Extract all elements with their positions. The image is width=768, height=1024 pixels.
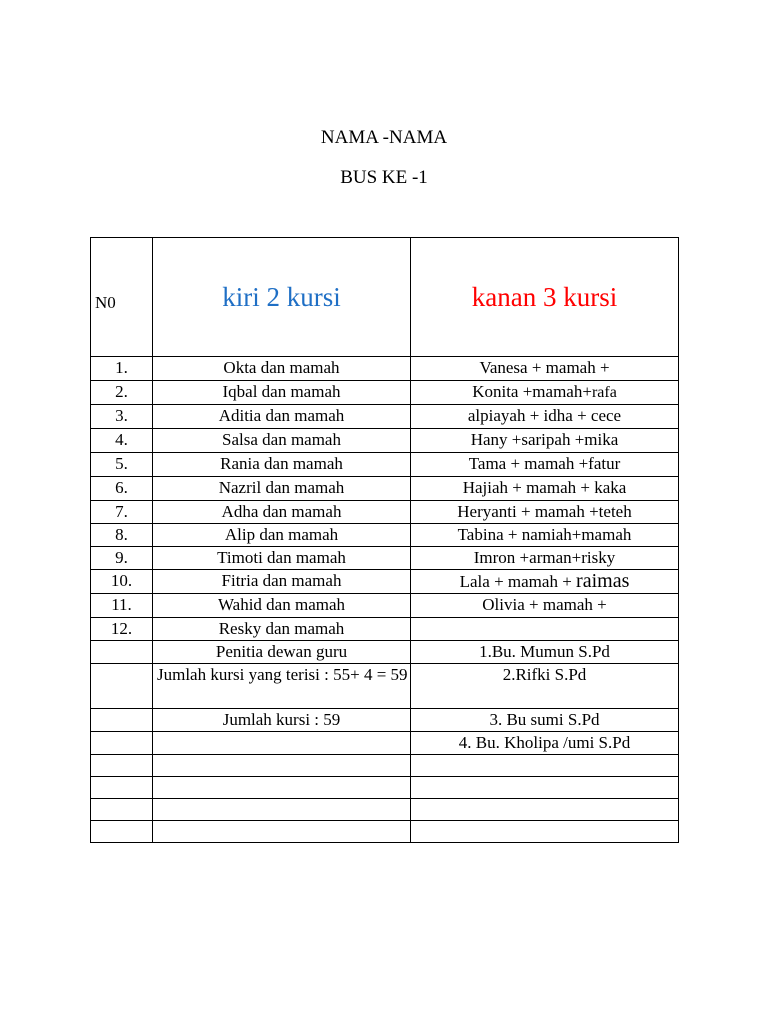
right-seat-cell bbox=[411, 570, 679, 594]
row-number: 3. bbox=[91, 405, 153, 429]
row-number: 7. bbox=[91, 501, 153, 524]
right-seat-cell: 3. Bu sumi S.Pd bbox=[411, 709, 679, 732]
table-row bbox=[91, 429, 679, 453]
row-number: 5. bbox=[91, 453, 153, 477]
left-seat-cell: Jumlah kursi : 59 bbox=[153, 709, 411, 732]
header-no: N0 bbox=[91, 238, 153, 357]
left-seat-cell bbox=[153, 732, 411, 755]
right-seat-text-small: rafa bbox=[591, 384, 617, 401]
table-row bbox=[91, 405, 679, 429]
right-seat-cell: Tabina + namiah+mamah bbox=[411, 524, 679, 547]
table-row bbox=[91, 664, 679, 709]
seating-table bbox=[90, 237, 679, 843]
left-seat-cell: Timoti dan mamah bbox=[153, 547, 411, 570]
right-seat-cell bbox=[411, 799, 679, 821]
left-seat-cell: Aditia dan mamah bbox=[153, 405, 411, 429]
right-seat-cell: Vanesa + mamah + bbox=[411, 357, 679, 381]
right-seat-cell: Imron +arman+risky bbox=[411, 547, 679, 570]
table-row bbox=[91, 799, 679, 821]
table-row bbox=[91, 381, 679, 405]
right-seat-cell: Olivia + mamah + bbox=[411, 594, 679, 618]
left-seat-cell: Adha dan mamah bbox=[153, 501, 411, 524]
row-number: 6. bbox=[91, 477, 153, 501]
left-seat-cell: Wahid dan mamah bbox=[153, 594, 411, 618]
right-seat-text-large: raimas bbox=[576, 570, 630, 592]
table-row bbox=[91, 501, 679, 524]
left-seat-cell: Jumlah kursi yang terisi : 55+ 4 = 59 bbox=[153, 664, 411, 709]
right-seat-cell: Heryanti + mamah +teteh bbox=[411, 501, 679, 524]
left-seat-cell: Salsa dan mamah bbox=[153, 429, 411, 453]
header-right-seats: kanan 3 kursi bbox=[411, 238, 679, 357]
right-seat-cell bbox=[411, 618, 679, 641]
left-seat-cell: Iqbal dan mamah bbox=[153, 381, 411, 405]
left-seat-cell: Rania dan mamah bbox=[153, 453, 411, 477]
right-seat-text: Konita +mamah+ bbox=[472, 382, 592, 401]
row-number: 10. bbox=[91, 570, 153, 594]
left-seat-cell bbox=[153, 821, 411, 843]
table-row bbox=[91, 357, 679, 381]
right-seat-cell: 2.Rifki S.Pd bbox=[411, 664, 679, 709]
row-number bbox=[91, 821, 153, 843]
row-number bbox=[91, 664, 153, 709]
table-row bbox=[91, 570, 679, 594]
right-seat-cell bbox=[411, 755, 679, 777]
left-seat-cell: Alip dan mamah bbox=[153, 524, 411, 547]
right-seat-cell bbox=[411, 777, 679, 799]
row-number bbox=[91, 755, 153, 777]
row-number: 8. bbox=[91, 524, 153, 547]
row-number bbox=[91, 641, 153, 664]
row-number: 2. bbox=[91, 381, 153, 405]
left-seat-cell: Fitria dan mamah bbox=[153, 570, 411, 594]
table-row bbox=[91, 594, 679, 618]
header-left-seats: kiri 2 kursi bbox=[153, 238, 411, 357]
left-seat-cell bbox=[153, 777, 411, 799]
right-seat-cell: Hany +saripah +mika bbox=[411, 429, 679, 453]
table-row bbox=[91, 709, 679, 732]
right-seat-cell: Hajiah + mamah + kaka bbox=[411, 477, 679, 501]
document-subtitle: BUS KE -1 bbox=[340, 167, 428, 188]
row-number: 1. bbox=[91, 357, 153, 381]
right-seat-cell: Tama + mamah +fatur bbox=[411, 453, 679, 477]
table-row bbox=[91, 477, 679, 501]
row-number: 4. bbox=[91, 429, 153, 453]
left-seat-cell: Resky dan mamah bbox=[153, 618, 411, 641]
table-row bbox=[91, 453, 679, 477]
table-row bbox=[91, 777, 679, 799]
left-seat-cell: Nazril dan mamah bbox=[153, 477, 411, 501]
left-seat-cell: Penitia dewan guru bbox=[153, 641, 411, 664]
right-seat-cell bbox=[411, 381, 679, 405]
right-seat-cell: alpiayah + idha + cece bbox=[411, 405, 679, 429]
left-seat-cell: Okta dan mamah bbox=[153, 357, 411, 381]
right-seat-text: Lala + mamah + bbox=[459, 572, 577, 591]
table-row bbox=[91, 524, 679, 547]
left-seat-cell bbox=[153, 755, 411, 777]
row-number bbox=[91, 777, 153, 799]
row-number: 11. bbox=[91, 594, 153, 618]
row-number: 12. bbox=[91, 618, 153, 641]
table-row bbox=[91, 547, 679, 570]
table-row bbox=[91, 618, 679, 641]
right-seat-cell: 1.Bu. Mumun S.Pd bbox=[411, 641, 679, 664]
row-number bbox=[91, 732, 153, 755]
left-seat-cell bbox=[153, 799, 411, 821]
table-header-row bbox=[91, 238, 679, 357]
table-row bbox=[91, 755, 679, 777]
table-row bbox=[91, 732, 679, 755]
right-seat-cell bbox=[411, 821, 679, 843]
right-seat-cell: 4. Bu. Kholipa /umi S.Pd bbox=[411, 732, 679, 755]
document-title: NAMA -NAMA bbox=[320, 127, 448, 148]
row-number: 9. bbox=[91, 547, 153, 570]
table-row bbox=[91, 821, 679, 843]
row-number bbox=[91, 799, 153, 821]
row-number bbox=[91, 709, 153, 732]
table-row bbox=[91, 641, 679, 664]
